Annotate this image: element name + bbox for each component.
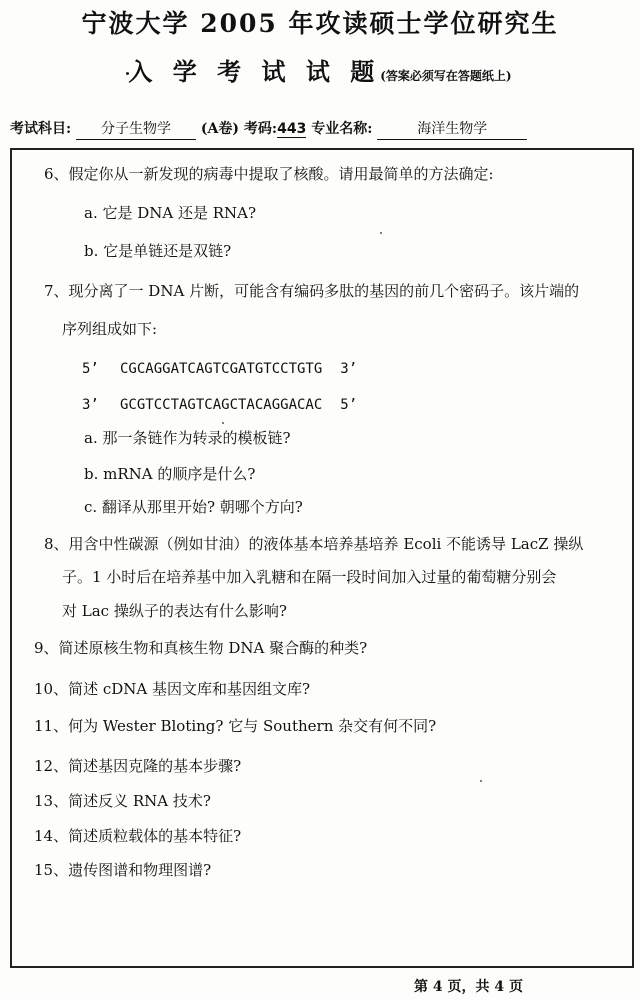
major-label: 专业名称: bbox=[311, 121, 373, 137]
question-12: 12、简述基因克隆的基本步骤? bbox=[34, 757, 242, 775]
paper-label: (A卷) bbox=[200, 121, 240, 137]
question-7c: c. 翻译从那里开始? 朝哪个方向? bbox=[84, 498, 303, 516]
question-6b: b. 它是单链还是双链? bbox=[84, 242, 232, 260]
question-10: 10、简述 cDNA 基因文库和基因组文库? bbox=[34, 680, 311, 698]
question-9: 9、简述原核生物和真核生物 DNA 聚合酶的种类? bbox=[34, 639, 368, 657]
question-6a: a. 它是 DNA 还是 RNA? bbox=[84, 204, 257, 222]
exam-subtitle bbox=[0, 52, 640, 87]
question-15: 15、遗传图谱和物理图谱? bbox=[34, 861, 212, 879]
exam-title: 宁波大学 2005 年攻读硕士学位研究生 bbox=[81, 9, 559, 38]
strand2-end-label: 5’ bbox=[340, 397, 358, 413]
question-8-line1: 8、用含中性碳源（例如甘油）的液体基本培养基培养 Ecoli 不能诱导 LacZ 操纵 bbox=[44, 535, 584, 553]
scan-speck bbox=[222, 422, 224, 424]
strand1-start-label: 5’ bbox=[82, 361, 99, 377]
subject-label: 考试科目: bbox=[10, 121, 72, 137]
code-label: 考码: bbox=[243, 121, 278, 137]
question-8-line3: 对 Lac 操纵子的表达有什么影响? bbox=[62, 602, 287, 620]
question-7-line1: 7、现分离了一 DNA 片断，可能含有编码多肽的基因的前几个密码子。该片端的 bbox=[44, 282, 580, 300]
question-11: 11、何为 Wester Bloting? 它与 Southern 杂交有何不同? bbox=[34, 717, 437, 735]
subtitle-main: 入 学 考 试 试 题 bbox=[128, 57, 381, 86]
answer-note: (答案必须写在答题纸上) bbox=[380, 69, 512, 83]
sequence-strand-1 bbox=[82, 361, 357, 377]
strand2-sequence: GCGTCCTAGTCAGCTACAGGACAC bbox=[120, 397, 323, 413]
scan-speck bbox=[380, 232, 382, 234]
strand2-start-label: 3’ bbox=[82, 397, 99, 413]
page-number: 第 4 页，共 4 页 bbox=[414, 979, 523, 995]
code-value: 443 bbox=[277, 121, 307, 137]
questions-box bbox=[10, 148, 634, 968]
question-6: 6、假定你从一新发现的病毒中提取了核酸。请用最简单的方法确定: bbox=[44, 165, 494, 183]
sequence-strand-2 bbox=[82, 397, 357, 413]
question-7-line2: 序列组成如下: bbox=[62, 320, 158, 338]
strand1-sequence: CGCAGGATCAGTCGATGTCCTGTG bbox=[120, 361, 323, 377]
strand1-end-label: 3’ bbox=[340, 361, 358, 377]
question-14: 14、简述质粒载体的基本特征? bbox=[34, 827, 242, 845]
scan-speck bbox=[480, 780, 482, 782]
subject-value: 分子生物学 bbox=[76, 118, 196, 140]
question-7a: a. 那一条链作为转录的模板链? bbox=[84, 429, 291, 447]
subject-info-line bbox=[10, 118, 527, 140]
question-13: 13、简述反义 RNA 技术? bbox=[34, 792, 211, 810]
major-value: 海洋生物学 bbox=[377, 118, 527, 140]
question-7b: b. mRNA 的顺序是什么? bbox=[84, 465, 256, 483]
question-8-line2: 子。1 小时后在培养基中加入乳糖和在隔一段时间加入过量的葡萄糖分别会 bbox=[62, 568, 557, 586]
